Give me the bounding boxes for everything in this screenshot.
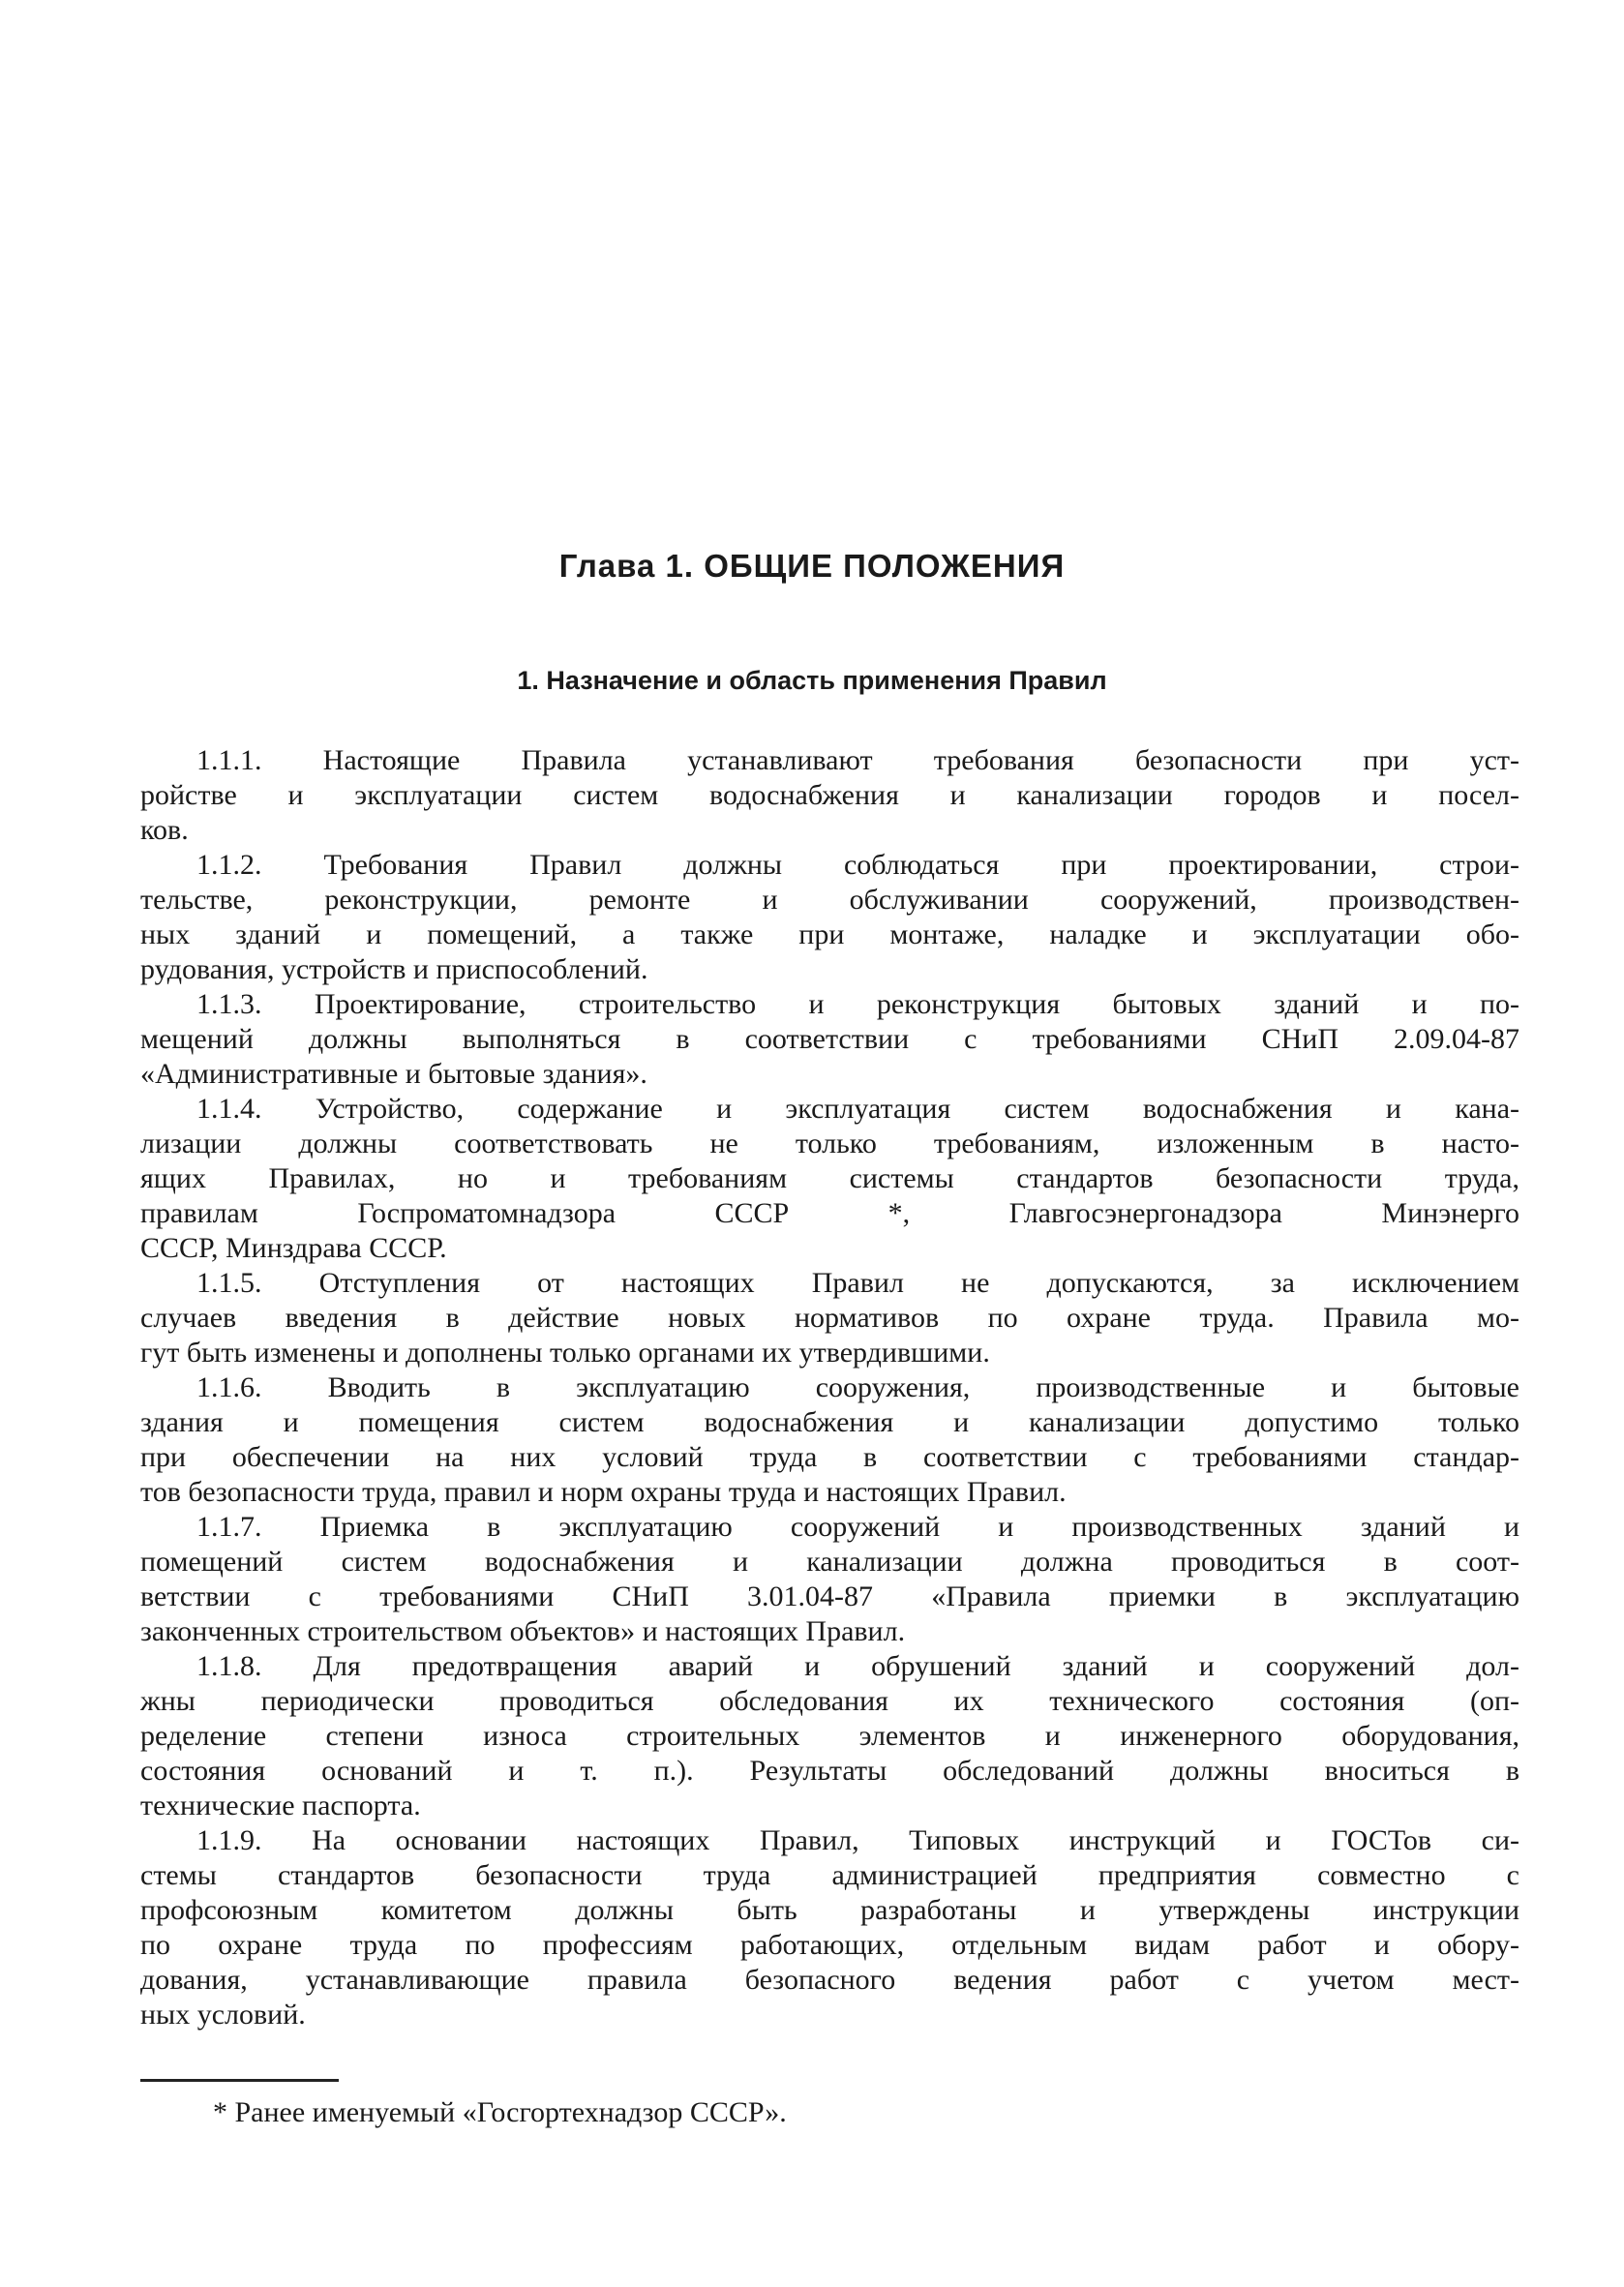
paragraph [140, 1823, 1519, 2032]
text-line: случаев введения в действие новых нормативов по охране труда. Правила мо- [140, 1302, 1519, 1334]
paragraph [140, 1092, 1519, 1266]
text-line: по охране труда по профессиям работающих, отдельным видам работ и обору- [140, 1929, 1519, 1961]
text-line: 1.1.5. Отступления от настоящих Правил не допускаются, за исключением [196, 1267, 1519, 1299]
text-line: лизации должны соответствовать не только требованиям, изложенным в насто- [140, 1128, 1519, 1159]
text-line: 1.1.6. Вводить в эксплуатацию сооружения, производственные и бытовые [196, 1371, 1519, 1403]
text-line: 1.1.3. Проектирование, строительство и реконструкция бытовых зданий и по- [196, 988, 1519, 1020]
text-line: 1.1.4. Устройство, содержание и эксплуатация систем водоснабжения и кана- [196, 1093, 1519, 1125]
footnote-divider [140, 2079, 339, 2082]
text-line: 1.1.9. На основании настоящих Правил, Типовых инструкций и ГОСТов си- [196, 1824, 1519, 1856]
text-line: рудования, устройств и приспособлений. [140, 953, 648, 985]
text-line: гут быть изменены и дополнены только органами их утвердившими. [140, 1337, 990, 1369]
text-line: ройстве и эксплуатации систем водоснабжения и канализации городов и посел- [140, 779, 1519, 811]
paragraph [140, 1649, 1519, 1823]
paragraph [140, 1510, 1519, 1649]
text-line: мещений должны выполняться в соответствии с требованиями СНиП 2.09.04-87 [140, 1023, 1519, 1055]
text-line: профсоюзным комитетом должны быть разработаны и утверждены инструкции [140, 1894, 1519, 1926]
text-line: стемы стандартов безопасности труда администрацией предприятия совместно с [140, 1859, 1519, 1891]
text-line: ков. [140, 814, 189, 846]
text-line: ных зданий и помещений, а также при монтаже, наладке и эксплуатации обо- [140, 918, 1519, 950]
text-line: СССР, Минздрава СССР. [140, 1232, 447, 1264]
text-line: ределение степени износа строительных элементов и инженерного оборудования, [140, 1720, 1519, 1752]
paragraph [140, 743, 1519, 848]
document-body [140, 743, 1519, 2032]
text-line: правилам Госпроматомнадзора СССР *, Главгосэнергонадзора Минэнерго [140, 1197, 1519, 1229]
paragraph [140, 1370, 1519, 1510]
text-line: помещений систем водоснабжения и канализации должна проводиться в соот- [140, 1546, 1519, 1578]
text-line: здания и помещения систем водоснабжения и канализации допустимо только [140, 1406, 1519, 1438]
paragraph [140, 1266, 1519, 1370]
text-line: жны периодически проводиться обследования их технического состояния (оп- [140, 1685, 1519, 1717]
text-line: 1.1.8. Для предотвращения аварий и обрушений зданий и сооружений дол- [196, 1650, 1519, 1682]
text-line: тельстве, реконструкции, ремонте и обслуживании сооружений, производствен- [140, 884, 1519, 916]
text-line: тов безопасности труда, правил и норм охраны труда и настоящих Правил. [140, 1476, 1067, 1508]
paragraph [140, 848, 1519, 987]
chapter-title: Глава 1. ОБЩИЕ ПОЛОЖЕНИЯ [558, 548, 1066, 584]
text-line: ветствии с требованиями СНиП 3.01.04-87 «Правила приемки в эксплуатацию [140, 1580, 1519, 1612]
paragraph [140, 987, 1519, 1092]
text-line: законченных строительством объектов» и настоящих Правил. [140, 1615, 906, 1647]
text-line: 1.1.2. Требования Правил должны соблюдаться при проектировании, строи- [196, 849, 1519, 881]
text-line: состояния оснований и т. п.). Результаты обследований должны вноситься в [140, 1755, 1519, 1787]
text-line: ных условий. [140, 1999, 306, 2031]
text-line: при обеспечении на них условий труда в соответствии с требованиями стандар- [140, 1441, 1519, 1473]
text-line: «Административные и бытовые здания». [140, 1058, 647, 1090]
text-line: дования, устанавливающие правила безопасного ведения работ с учетом мест- [140, 1964, 1519, 1996]
text-line: 1.1.1. Настоящие Правила устанавливают требования безопасности при уст- [196, 744, 1519, 776]
text-line: ящих Правилах, но и требованиям системы стандартов безопасности труда, [140, 1162, 1519, 1194]
section-title: 1. Назначение и область применения Правил [517, 666, 1107, 695]
text-line: 1.1.7. Приемка в эксплуатацию сооружений и производственных зданий и [196, 1511, 1519, 1543]
text-line: технические паспорта. [140, 1790, 421, 1821]
footnote: * Ранее именуемый «Госгортехнадзор СССР». [213, 2096, 787, 2128]
